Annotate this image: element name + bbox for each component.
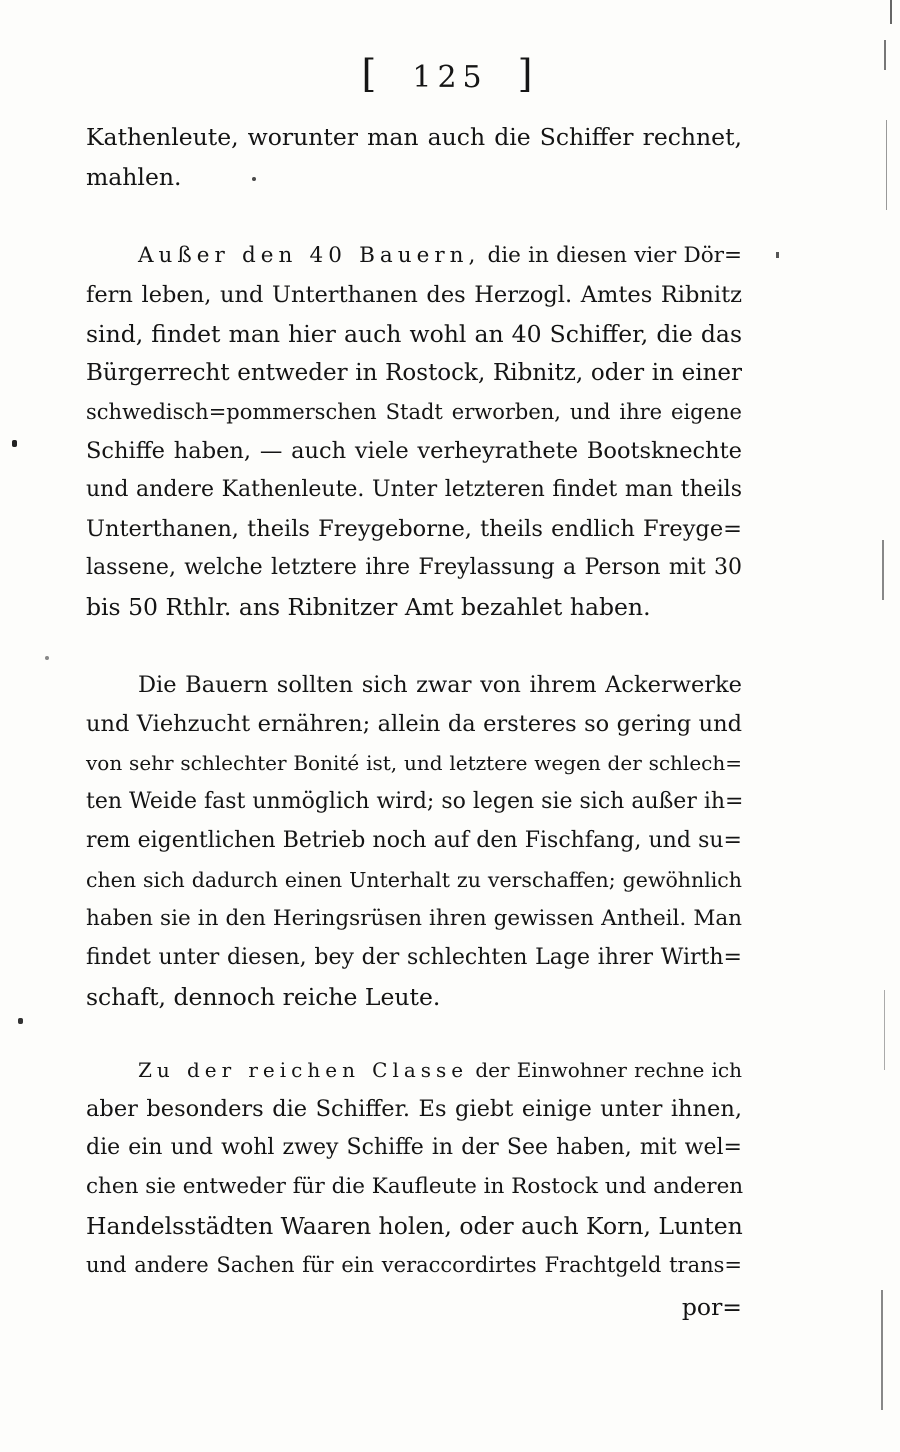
text-line: bis 50 Rthlr. ans Ribnitzer Amt bezahlet haben. — [86, 593, 651, 621]
scan-speck — [12, 440, 17, 447]
text-line: Unterthanen, theils Freygeborne, theils endlich Freyge= — [86, 516, 742, 542]
header-open-bracket: [ — [361, 52, 383, 96]
scan-speck — [776, 252, 779, 258]
text-line: Kathenleute, worunter man auch die Schiffer rechnet, — [86, 123, 742, 151]
edge-line — [886, 120, 887, 210]
edge-line — [884, 40, 886, 70]
text-line: findet unter diesen, bey der schlechten Lage ihrer Wirth= — [86, 945, 742, 970]
text-line: die ein und wohl zwey Schiffe in der See haben, mit wel= — [86, 1135, 742, 1160]
paragraph-first-line — [138, 1053, 742, 1087]
edge-line — [882, 540, 884, 600]
text-line: sind, findet man hier auch wohl an 40 Schiffer, die das — [86, 320, 742, 348]
paragraph-first-line — [138, 239, 742, 273]
catchword: por= — [681, 1293, 742, 1321]
text-line: ten Weide fast unmöglich wird; so legen sie sich außer ih= — [86, 789, 744, 814]
text-line: rem eigentlichen Betrieb noch auf den Fischfang, und su= — [86, 828, 742, 853]
text-line: haben sie in den Heringsrüsen ihren gewissen Antheil. Man — [86, 906, 742, 931]
text-line: schwedisch=pommerschen Stadt erworben, und ihre eigene — [86, 400, 742, 424]
scan-speck — [45, 656, 49, 660]
text-line: fern leben, und Unterthanen des Herzogl. Amtes Ribnitz — [86, 282, 742, 308]
edge-line — [890, 0, 892, 24]
text-line: schaft, dennoch reiche Leute. — [86, 983, 441, 1011]
text-line: Handelsstädten Waaren holen, oder auch Korn, Lunten — [86, 1212, 743, 1240]
spaced-phrase: Zu der reichen Classe — [138, 1058, 469, 1082]
scan-speck — [252, 177, 256, 181]
text-line: chen sie entweder für die Kaufleute in Rostock und anderen — [86, 1174, 744, 1199]
text-line: und andere Sachen für ein veraccordirtes Frachtgeld trans= — [86, 1253, 742, 1277]
text-line: und Viehzucht ernähren; allein da ersteres so gering und — [86, 711, 742, 737]
edge-line — [884, 990, 885, 1070]
text-line: mahlen. — [86, 163, 182, 191]
scan-speck — [18, 1018, 23, 1024]
header-close-bracket: ] — [517, 52, 539, 96]
text-fragment: die in diesen vier Dör= — [480, 243, 742, 268]
text-line: und andere Kathenleute. Unter letzteren findet man theils — [86, 477, 742, 502]
page-header — [0, 52, 900, 96]
page-number: 125 — [412, 60, 488, 95]
text-line: Bürgerrecht entweder in Rostock, Ribnitz, oder in einer — [86, 360, 742, 386]
text-fragment: der Einwohner rechne ich — [468, 1058, 742, 1082]
text-line: aber besonders die Schiffer. Es giebt einige unter ihnen, — [86, 1096, 742, 1122]
text-line: chen sich dadurch einen Unterhalt zu verschaffen; gewöhnlich — [86, 868, 742, 892]
edge-line — [881, 1290, 883, 1410]
paragraph-first-line: Die Bauern sollten sich zwar von ihrem Ackerwerke — [138, 672, 742, 698]
text-line: lassene, welche letztere ihre Freylassung a Person mit 30 — [86, 555, 742, 580]
text-line: von sehr schlechter Bonité ist, und letztere wegen der schlech= — [86, 751, 742, 775]
spaced-phrase: Außer den 40 Bauern, — [138, 243, 481, 268]
text-line: Schiffe haben, — auch viele verheyrathete Bootsknechte — [86, 438, 742, 464]
